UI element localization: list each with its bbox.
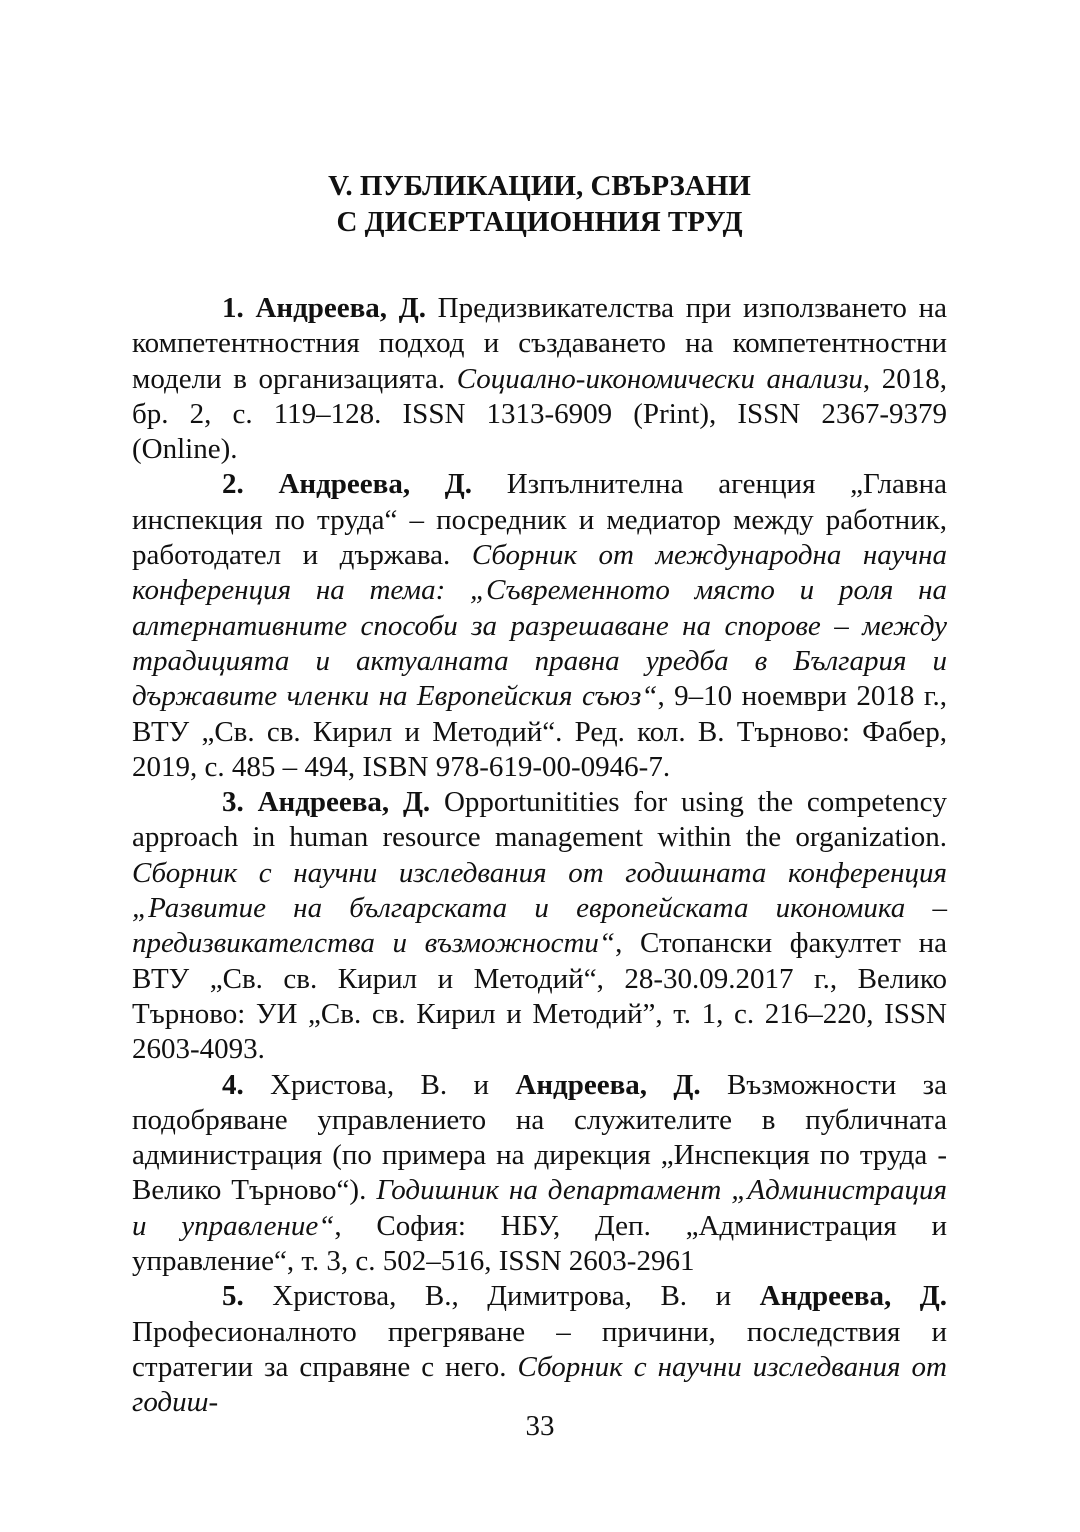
section-heading	[132, 168, 947, 240]
heading-line-2: С ДИСЕРТАЦИОННИЯ ТРУД	[336, 206, 743, 238]
publication-details: , 9–10 ноември 2018 г., ВТУ „Св. св. Кирил и Методий“. Ред. кол. В. Търново: Фабер, 2019, с. 485 – 494, ISBN 978-619-00-0946-7.	[132, 680, 947, 783]
publication-source: Социално-икономически анализи	[456, 362, 863, 395]
publication-source: Сборник с научни изследвания от годишната конференция „Развитие на българската и европейската икономика – предизвикателства и възможности“	[132, 856, 947, 960]
publication-author-bold: Андреева, Д.	[278, 468, 472, 501]
page-number: 33	[525, 1410, 555, 1442]
publication-author-bold: Андреева, Д.	[515, 1068, 701, 1101]
publication-number: 2.	[222, 468, 244, 501]
publication-source: Сборник с научни изследвания от годиш-	[132, 1350, 947, 1419]
publication-item-2	[132, 467, 947, 785]
publication-source: Годишник на департамент „Администрация и управление“	[132, 1174, 948, 1242]
publication-coauthors: Христова, В., Димитрова, В. и	[243, 1280, 760, 1313]
publication-text: Изпълнителна агенция „Главна инспекция по труда“ – посредник и медиатор между работник, работодател и държава.	[132, 468, 948, 572]
publication-number: 3.	[222, 786, 244, 819]
publication-coauthors: Христова, В. и	[243, 1068, 516, 1101]
publication-author-bold: Андреева, Д.	[257, 786, 431, 819]
publication-item-4	[132, 1068, 947, 1280]
publication-item-5	[132, 1279, 947, 1420]
publication-number: 5.	[222, 1280, 244, 1313]
publication-source: Сборник от международна научна конференция на тема: „Съвременното място и роля на алтернативните способи за разрешаване на спорове – между традицията и актуалната правна уредба в България и държавите членки на Европейския съюз“	[132, 539, 948, 713]
publication-item-1	[132, 291, 947, 467]
publication-text: Възможности за подобряване управлението на служителите в публичната администрация (по примера на дирекция „Инспекция по труда - Велико Търново“).	[132, 1068, 948, 1207]
publication-details: , Стопански факултет на ВТУ „Св. св. Кирил и Методий“, 28-30.09.2017 г., Велико Търново: УИ „Св. св. Кирил и Методий”, т. 1, с. 216–220, ISSN 2603-4093.	[132, 927, 947, 1066]
publication-details: , 2018, бр. 2, с. 119–128. ISSN 1313-6909 (Print), ISSN 2367-9379 (Online).	[132, 362, 947, 466]
publication-number: 4.	[222, 1068, 244, 1101]
heading-line-1: V. ПУБЛИКАЦИИ, СВЪРЗАНИ	[328, 170, 751, 202]
publication-text: Професионалното прегряване – причини, последствия и стратегии за справяне с него.	[132, 1315, 947, 1383]
publication-text: Opportunitities for using the competency approach in human resource management within the organization.	[132, 786, 948, 854]
publication-number: 1.	[222, 292, 244, 324]
publication-author-bold: Андреева, Д.	[759, 1280, 947, 1313]
publication-details: , София: НБУ, Деп. „Администрация и управление“, т. 3, с. 502–516, ISSN 2603-2961	[132, 1209, 947, 1278]
publication-author-bold: Андреева, Д.	[255, 292, 426, 324]
publication-item-3	[132, 785, 947, 1067]
publications-page	[132, 168, 947, 1421]
publication-text: Предизвикателства при използването на компетентностния подход и създаването на компетентностни модели в организацията.	[132, 292, 947, 395]
